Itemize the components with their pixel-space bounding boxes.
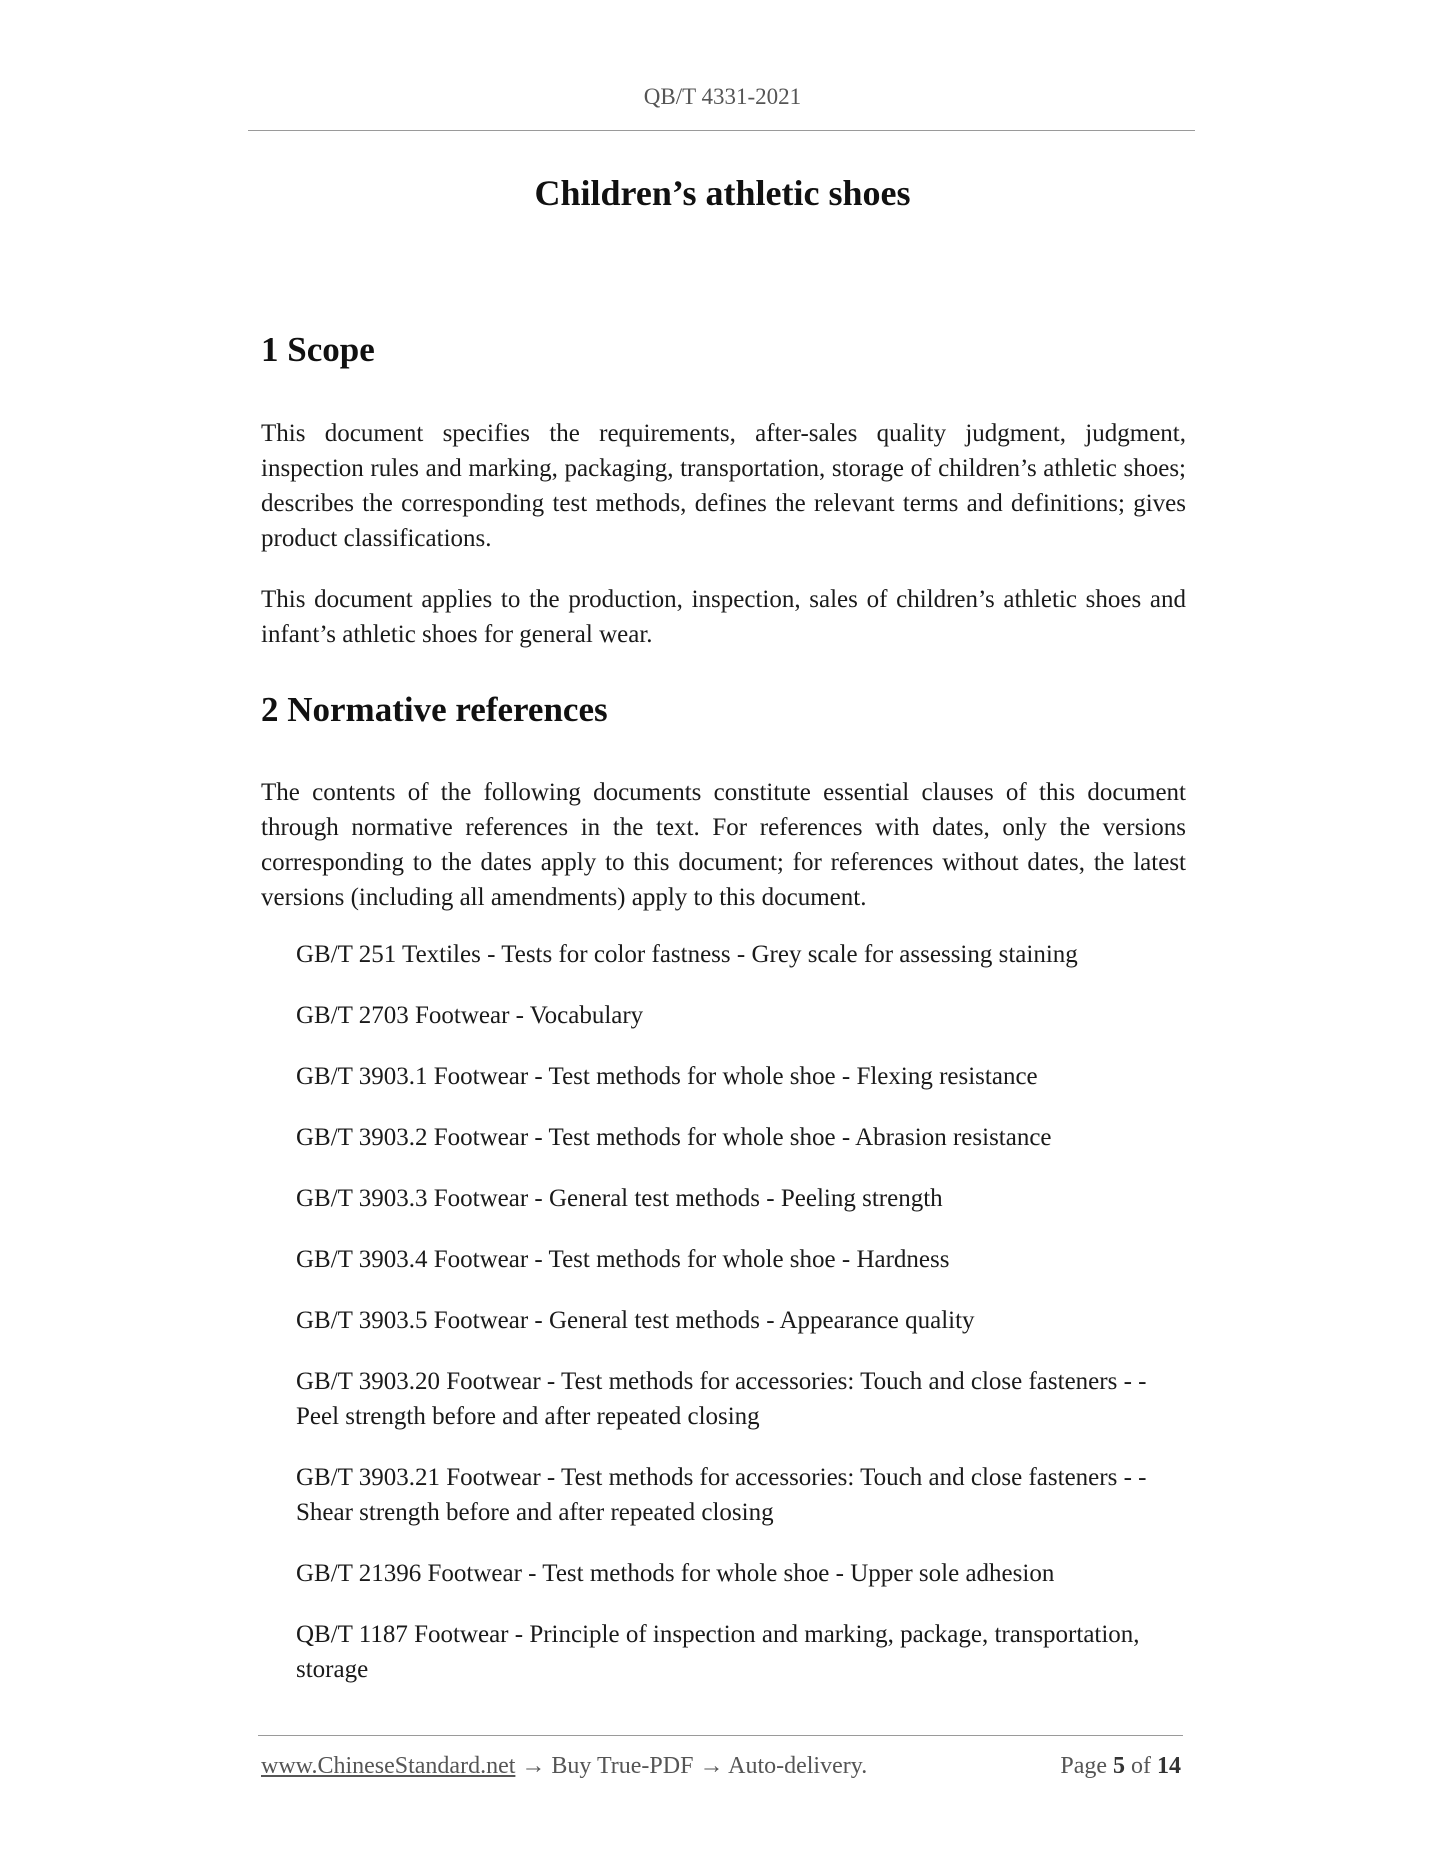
section-heading-scope: 1 Scope [261, 330, 375, 369]
reference-item: GB/T 3903.1 Footwear - Test methods for whole shoe - Flexing resistance [296, 1063, 1038, 1090]
section-heading-normative-references: 2 Normative references [261, 690, 608, 729]
scope-paragraph-2: This document applies to the production, inspection, sales of children’s athletic shoes and infant’s athletic shoes for general wear. [261, 586, 1186, 648]
footer-promo [261, 1753, 867, 1780]
reference-item: QB/T 1187 Footwear - Principle of inspection and marking, package, transportation, storage [296, 1621, 1140, 1683]
reference-item: GB/T 3903.3 Footwear - General test methods - Peeling strength [296, 1185, 943, 1212]
reference-list [296, 937, 1186, 1713]
page-current: 5 [1113, 1753, 1125, 1779]
reference-item: GB/T 3903.4 Footwear - Test methods for whole shoe - Hardness [296, 1246, 950, 1273]
page-number [1060, 1753, 1181, 1780]
reference-item: GB/T 251 Textiles - Tests for color fastness - Grey scale for assessing staining [296, 941, 1078, 968]
document-title: Children’s athletic shoes [534, 173, 911, 213]
reference-item: GB/T 21396 Footwear - Test methods for whole shoe - Upper sole adhesion [296, 1560, 1055, 1587]
reference-item: GB/T 3903.20 Footwear - Test methods for accessories: Touch and close fasteners - - Peel strength before and after repeated closing [296, 1368, 1147, 1430]
reference-item: GB/T 3903.5 Footwear - General test methods - Appearance quality [296, 1307, 975, 1334]
page-label: Page [1060, 1753, 1107, 1779]
reference-item: GB/T 3903.2 Footwear - Test methods for whole shoe - Abrasion resistance [296, 1124, 1052, 1151]
scope-paragraph-1: This document specifies the requirements, after-sales quality judgment, judgment, inspection rules and marking, packaging, transportation, storage of children’s athletic shoes; describes the corresponding test methods, defines the relevant terms and definitions; gives product classifications. [261, 420, 1186, 552]
reference-item: GB/T 3903.21 Footwear - Test methods for accessories: Touch and close fasteners - - Shear strength before and after repeated closing [296, 1464, 1147, 1526]
chinesestandard-link[interactable]: www.ChineseStandard.net [261, 1753, 516, 1779]
normative-references-paragraph: The contents of the following documents constitute essential clauses of this document through normative references in the text. For references with dates, only the versions corresponding to the dates apply to this document; for references without dates, the latest versions (including all amendments) apply to this document. [261, 779, 1186, 911]
page-of-label: of [1131, 1753, 1151, 1779]
reference-item: GB/T 2703 Footwear - Vocabulary [296, 1002, 644, 1029]
footer-divider [258, 1735, 1183, 1736]
footer-tagline: → Buy True-PDF → Auto-delivery. [515, 1753, 868, 1779]
header-divider [248, 130, 1195, 131]
document-code-header: QB/T 4331-2021 [643, 84, 802, 109]
page-total: 14 [1157, 1753, 1181, 1779]
